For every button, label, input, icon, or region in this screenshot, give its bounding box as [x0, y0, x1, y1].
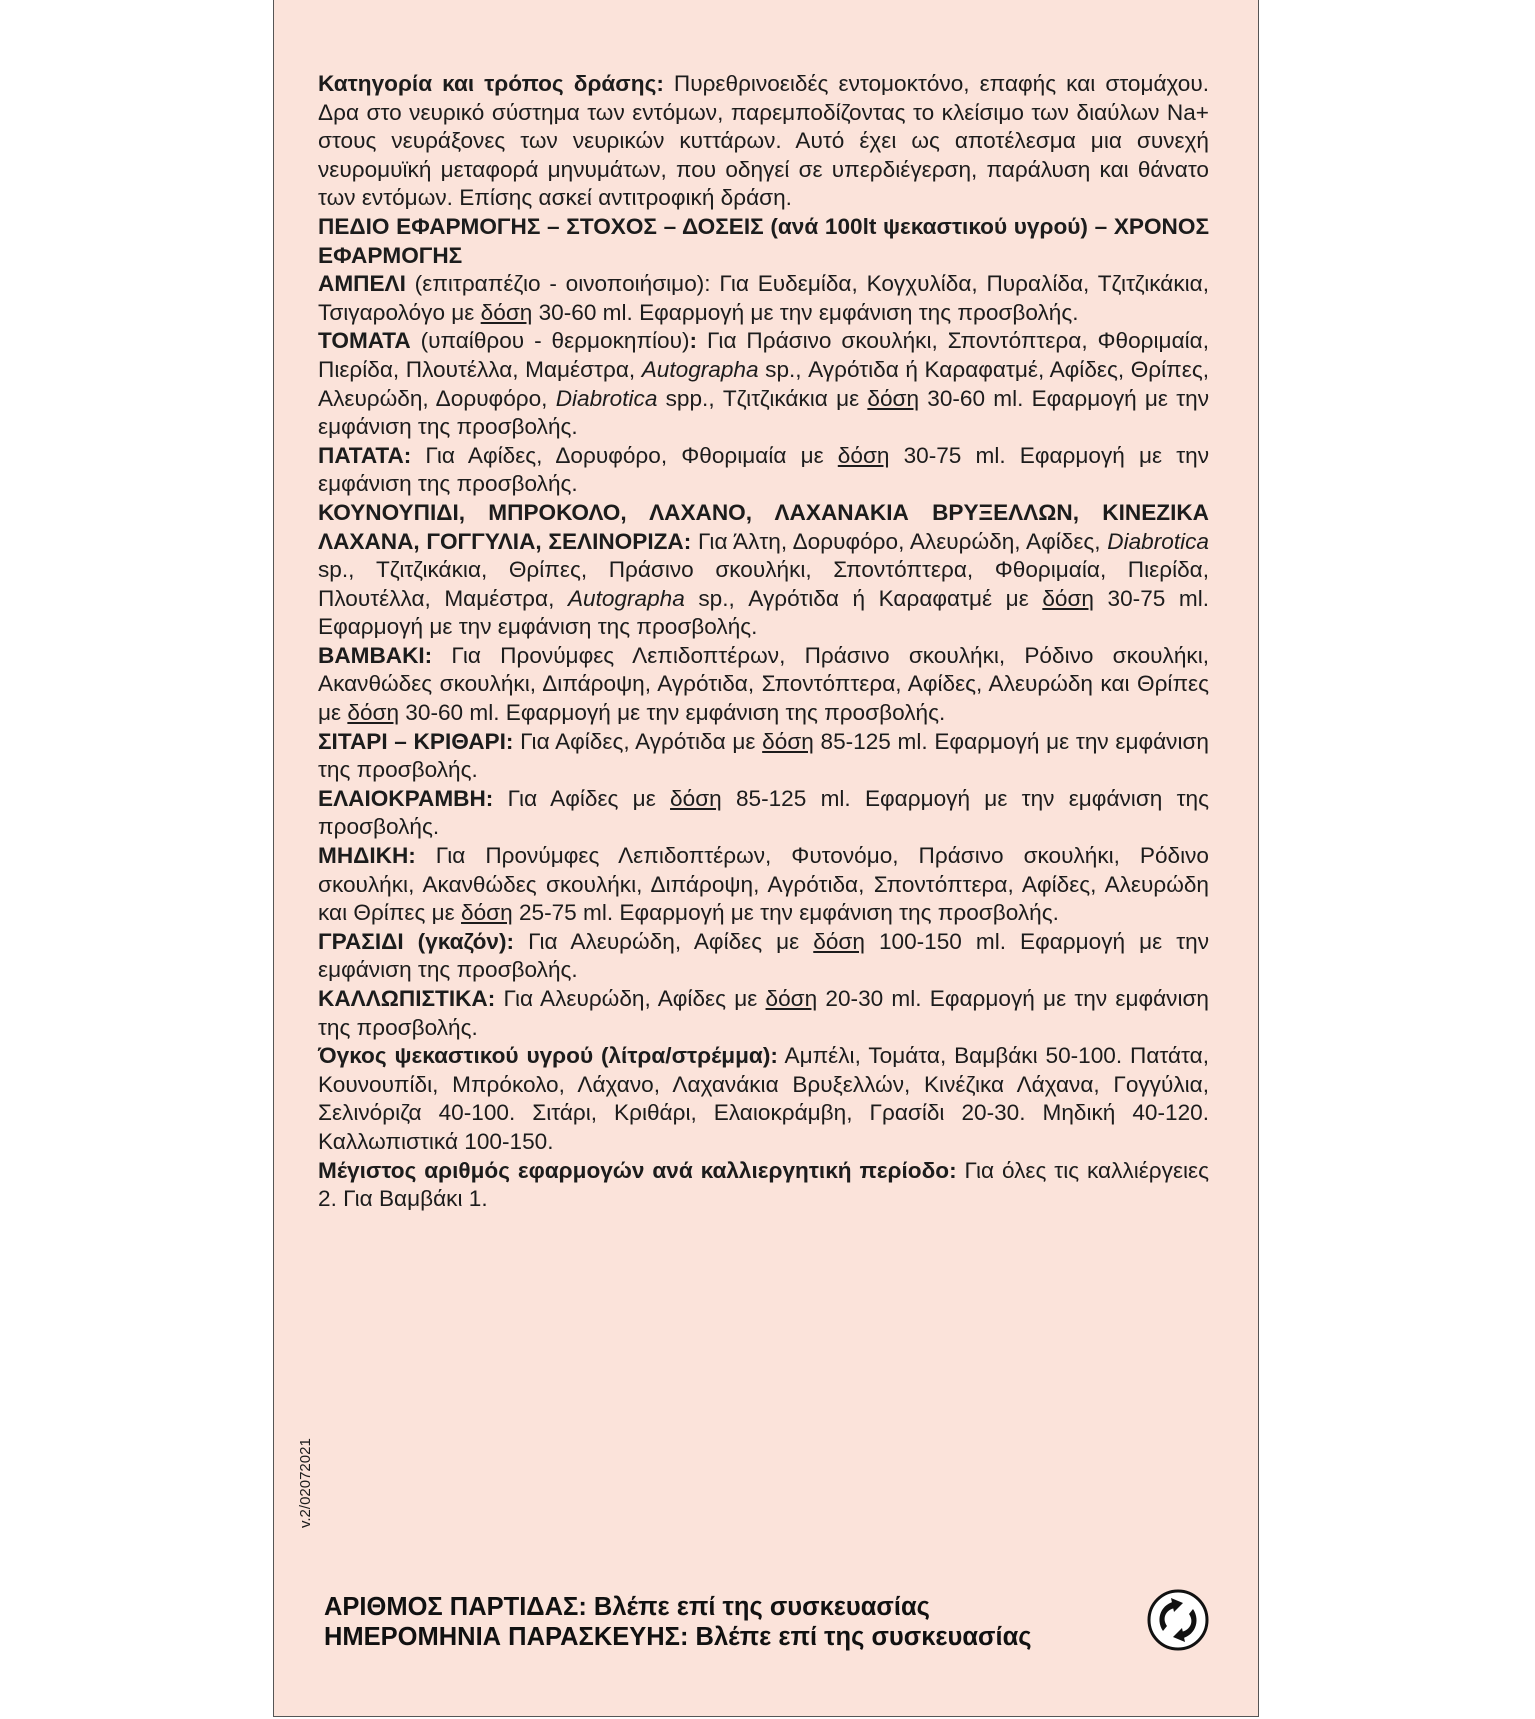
dose-word: δόση: [765, 986, 818, 1011]
crop-sitari: ΣΙΤΑΡΙ – ΚΡΙΘΑΡΙ: Για Αφίδες, Αγρότιδα με δόση 85-125 ml. Εφαρμογή με την εμφάνιση της προσβολής.: [318, 728, 1210, 783]
dose-word: δόση: [813, 928, 865, 954]
crop-kallopistika: ΚΑΛΛΩΠΙΣΤΙΚΑ: Για Αλευρώδη, Αφίδες με δόση 20-30 ml. Εφαρμογή με την εμφάνιση της προσβολής.: [318, 986, 1210, 1040]
application-section-heading: ΠΕΔΙΟ ΕΦΑΡΜΟΓΗΣ – ΣΤΟΧΟΣ – ΔΟΣΕΙΣ (ανά 100lt ψεκαστικού υγρού) – ΧΡΟΝΟΣ ΕΦΑΡΜΟΓΗΣ: [318, 213, 1209, 268]
version-code: v.2/02072021: [297, 1438, 314, 1528]
green-dot-recycle-icon: [1147, 1589, 1209, 1651]
label-body-text: [318, 70, 1209, 1214]
crop-patata: ΠΑΤΑΤΑ: Για Αφίδες, Δορυφόρο, Φθοριμαία με δόση 30-75 ml. Εφαρμογή με την εμφάνιση της προσβολής.: [318, 442, 1209, 497]
max-applications-paragraph: [318, 1157, 1209, 1214]
species-name: Autographa: [567, 585, 685, 611]
crop-name: ΑΜΠΕΛΙ: [318, 271, 406, 297]
label-panel: [273, 0, 1259, 1717]
mode-of-action-title: Κατηγορία και τρόπος δράσης:: [318, 71, 664, 96]
dose-word: δόση: [480, 299, 533, 325]
spray-volume-text: Αμπέλι, Τομάτα, Βαμβάκι 50-100. Πατάτα, Κουνουπίδι, Μπρόκολο, Λάχανο, Λαχανάκια Βρυξελλών, Κινέζικα Λάχανα, Γογγύλια, Σελινόριζα 40-100. Σιτάρι, Κριθάρι, Ελαιοκράμβη, Γρασίδι 20-30. Μηδική 40-120. Καλλωπιστικά 100-150.: [318, 1043, 1209, 1154]
dose-word: δόση: [867, 385, 920, 411]
crop-grasidi: ΓΡΑΣΙΔΙ (γκαζόν): Για Αλευρώδη, Αφίδες με δόση 100-150 ml. Εφαρμογή με την εμφάνιση της προσβολής.: [318, 928, 1209, 983]
mode-of-action-text: Πυρεθρινοειδές εντομοκτόνο, επαφής και στομάχου. Δρα στο νευρικό σύστημα των εντόμων, παρεμποδίζοντας το κλείσιμο των διαύλων Na+ στους νευράξονες των νευρικών κυττάρων. Αυτό έχει ως αποτέλεσμα μια συνεχή νευρομυϊκή μεταφορά μηνυμάτων, που οδηγεί σε υπερδιέγερση, παράλυση και θάνατο των εντόμων. Επίσης ασκεί αντιτροφική δράση.: [318, 71, 1209, 211]
max-applications-title: Μέγιστος αριθμός εφαρμογών ανά καλλιεργητική περίοδο:: [318, 1157, 957, 1183]
species-name: Autographa: [641, 356, 759, 382]
mode-of-action-paragraph: [318, 70, 1209, 213]
dose-word: δόση: [461, 900, 513, 926]
species-name: Diabrotica: [555, 385, 658, 411]
dose-word: δόση: [347, 700, 400, 726]
dose-word: δόση: [1042, 585, 1094, 611]
crop-elaiokramvi: ΕΛΑΙΟΚΡΑΜΒΗ: Για Αφίδες με δόση 85-125 ml. Εφαρμογή με την εμφάνιση της προσβολής.: [318, 785, 1209, 840]
crop-brassicas: ΚΟΥΝΟΥΠΙΔΙ, ΜΠΡΟΚΟΛΟ, ΛΑΧΑΝΟ, ΛΑΧΑΝΑΚΙΑ ΒΡΥΞΕΛΛΩΝ, ΚΙΝΕΖΙΚΑ ΛΑΧΑΝΑ, ΓΟΓΓΥΛΙΑ, ΣΕΛΙΝΟΡΙΖΑ: Για Άλτη, Δορυφόρο, Αλευρώδη, Αφίδες, Diabrotica sp., Τζιτζικάκια, Θρίπες, Πράσινο σκουλήκι, Σποντόπτερα, Φθοριμαία, Πιερίδα, Πλουτέλλα, Μαμέστρα, Autographa sp., Αγρότιδα ή Καραφατμέ με δόση 30-75 ml. Εφαρμογή με την εμφάνιση της προσβολής.: [318, 499, 1209, 640]
crop-name: ΚΟΥΝΟΥΠΙΔΙ, ΜΠΡΟΚΟΛΟ, ΛΑΧΑΝΟ, ΛΑΧΑΝΑΚΙΑ ΒΡΥΞΕΛΛΩΝ, ΚΙΝΕΖΙΚΑ ΛΑΧΑΝΑ, ΓΟΓΓΥΛΙΑ, ΣΕΛΙΝΟΡΙΖΑ:: [318, 499, 1209, 554]
dose-word: δόση: [837, 442, 890, 468]
crop-name: ΓΡΑΣΙΔΙ (γκαζόν):: [318, 928, 515, 954]
dose-word: δόση: [670, 785, 722, 811]
crop-tomata: ΤΟΜΑΤΑ (υπαίθρου - θερμοκηπίου): Για Πράσινο σκουλήκι, Σποντόπτερα, Φθοριμαία, Πιερίδα, Πλουτέλλα, Μαμέστρα, Autographa sp., Αγρότιδα ή Καραφατμέ, Αφίδες, Θρίπες, Αλευρώδη, Δορυφόρο, Diabrotica spp., Τζιτζικάκια με δόση 30-60 ml. Εφαρμογή με την εμφάνιση της προσβολής.: [318, 328, 1209, 440]
crop-name: ΒΑΜΒΑΚΙ:: [318, 642, 433, 668]
crop-ampeli: ΑΜΠΕΛΙ (επιτραπέζιο - οινοποιήσιμο): Για Ευδεμίδα, Κογχυλίδα, Πυραλίδα, Τζιτζικάκια, Τσιγαρολόγο με δόση 30-60 ml. Εφαρμογή με την εμφάνιση της προσβολής.: [318, 271, 1209, 325]
spray-volume-title: Όγκος ψεκαστικού υγρού (λίτρα/στρέμμα):: [318, 1043, 778, 1069]
dose-word: δόση: [762, 728, 814, 754]
crop-midiki: ΜΗΔΙΚΗ: Για Προνύμφες Λεπιδοπτέρων, Φυτονόμο, Πράσινο σκουλήκι, Ρόδινο σκουλήκι, Ακανθώδες σκουλήκι, Διπάροψη, Αγρότιδα, Σποντόπτερα, Αφίδες, Αλευρώδη και Θρίπες με δόση 25-75 ml. Εφαρμογή με την εμφάνιση της προσβολής.: [318, 843, 1209, 926]
production-date-line: ΗΜΕΡΟΜΗΝΙΑ ΠΑΡΑΣΚΕΥΗΣ: Βλέπε επί της συσκευασίας: [324, 1623, 1032, 1651]
crop-name: ΣΙΤΑΡΙ – ΚΡΙΘΑΡΙ:: [318, 728, 514, 754]
batch-number-line: ΑΡΙΘΜΟΣ ΠΑΡΤΙΔΑΣ: Βλέπε επί της συσκευασίας: [324, 1593, 930, 1621]
crop-name: ΕΛΑΙΟΚΡΑΜΒΗ:: [318, 785, 494, 811]
crop-name: ΠΑΤΑΤΑ:: [318, 442, 412, 468]
max-applications-text: Για όλες τις καλλιέργειες 2. Για Βαμβάκι 1.: [318, 1157, 1209, 1212]
spray-volume-paragraph: [318, 1042, 1209, 1156]
crop-vamvaki: ΒΑΜΒΑΚΙ: Για Προνύμφες Λεπιδοπτέρων, Πράσινο σκουλήκι, Ρόδινο σκουλήκι, Ακανθώδες σκουλήκι, Διπάροψη, Αγρότιδα, Σποντόπτερα, Αφίδες, Αλευρώδη και Θρίπες με δόση 30-60 ml. Εφαρμογή με την εμφάνιση της προσβολής.: [318, 642, 1209, 726]
species-name: Diabrotica: [1107, 528, 1209, 554]
crop-name: ΤΟΜΑΤΑ: [318, 328, 411, 354]
footer: [324, 1592, 1032, 1652]
crop-name: ΚΑΛΛΩΠΙΣΤΙΚΑ:: [318, 986, 496, 1011]
crop-name: ΜΗΔΙΚΗ:: [318, 843, 416, 869]
